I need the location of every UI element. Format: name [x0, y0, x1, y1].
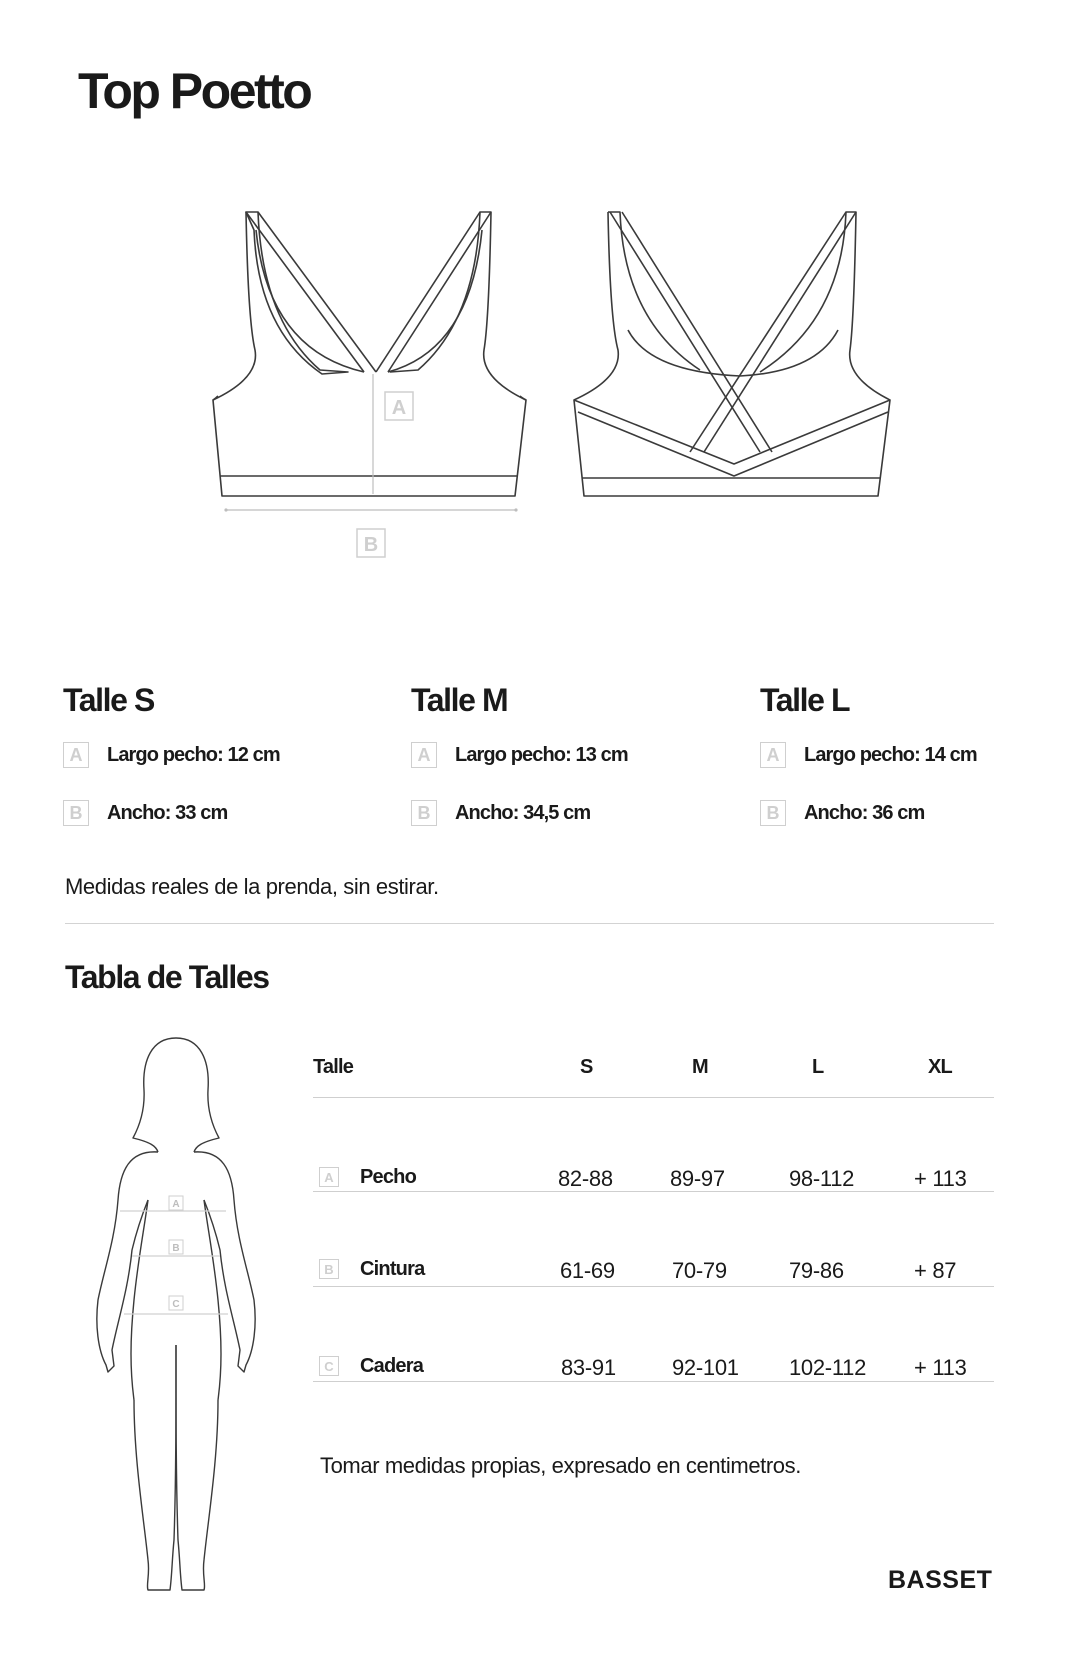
front-view — [213, 212, 526, 496]
size-s-width-row — [63, 800, 227, 826]
diagram-marker-b — [357, 529, 385, 557]
col-header-talle: Talle — [313, 1056, 354, 1078]
marker-b-badge: B — [411, 800, 437, 826]
size-s-width: Ancho: 33 cm — [107, 801, 228, 824]
size-l-block — [760, 682, 1081, 824]
table-header-line — [313, 1097, 994, 1098]
diagram-marker-a — [385, 392, 413, 420]
cell-cintura-m: 70-79 — [672, 1258, 727, 1283]
garment-measurement-note: Medidas reales de la prenda, sin estirar. — [65, 874, 439, 899]
svg-text:A: A — [391, 397, 407, 419]
cell-pecho-m: 89-97 — [670, 1166, 725, 1191]
size-m-width: Ancho: 34,5 cm — [455, 801, 591, 824]
section-divider — [65, 923, 994, 924]
figure-marker-a — [169, 1196, 183, 1210]
cell-cintura-l: 79-86 — [789, 1258, 844, 1283]
cell-pecho-l: 98-112 — [789, 1166, 855, 1191]
size-m-block — [411, 682, 741, 824]
svg-text:C: C — [172, 1299, 180, 1310]
figure-marker-c — [169, 1296, 183, 1310]
page-title: Top Poetto — [78, 63, 311, 119]
table-row-line — [313, 1286, 994, 1287]
marker-a-badge: A — [760, 742, 786, 768]
cell-cadera-m: 92-101 — [672, 1355, 739, 1380]
svg-text:A: A — [172, 1199, 180, 1210]
back-view — [574, 212, 890, 496]
size-l-width: Ancho: 36 cm — [804, 801, 925, 824]
size-l-width-row — [760, 800, 924, 826]
svg-text:B: B — [363, 534, 379, 556]
size-s-chest-row — [63, 742, 280, 768]
table-measurement-note: Tomar medidas propias, expresado en centimetros. — [320, 1453, 801, 1478]
row-label-pecho: Pecho — [360, 1166, 417, 1188]
brand-logo: BASSET — [888, 1566, 993, 1594]
row-label-cadera: Cadera — [360, 1355, 424, 1377]
col-header-xl: XL — [928, 1056, 952, 1078]
marker-a-badge: A — [411, 742, 437, 768]
cell-cadera-xl: + 113 — [914, 1355, 967, 1380]
table-row-line — [313, 1191, 994, 1192]
size-m-chest-length: Largo pecho: 13 cm — [455, 743, 628, 766]
marker-b-badge: B — [760, 800, 786, 826]
marker-c-badge: C — [319, 1356, 339, 1376]
size-m-heading: Talle M — [411, 682, 508, 718]
cell-pecho-s: 82-88 — [558, 1166, 613, 1191]
size-m-width-row — [411, 800, 590, 826]
cell-cintura-xl: + 87 — [914, 1258, 957, 1283]
col-header-s: S — [580, 1056, 593, 1078]
cell-cadera-l: 102-112 — [789, 1355, 867, 1380]
table-row-line — [313, 1381, 994, 1382]
svg-text:B: B — [172, 1243, 180, 1254]
size-s-chest-length: Largo pecho: 12 cm — [107, 743, 280, 766]
cell-pecho-xl: + 113 — [914, 1166, 967, 1191]
table-row-cadera — [319, 1356, 339, 1376]
marker-a-badge: A — [63, 742, 89, 768]
cell-cintura-s: 61-69 — [560, 1258, 615, 1283]
garment-diagram — [200, 200, 900, 570]
size-table-title: Tabla de Talles — [65, 959, 269, 995]
body-figure — [92, 1035, 262, 1595]
cell-cadera-s: 83-91 — [561, 1355, 616, 1380]
marker-b-badge: B — [319, 1259, 339, 1279]
col-header-l: L — [812, 1056, 824, 1078]
size-l-chest-length: Largo pecho: 14 cm — [804, 743, 977, 766]
figure-marker-b — [169, 1240, 183, 1254]
size-l-chest-row — [760, 742, 977, 768]
table-row-cintura — [319, 1259, 339, 1279]
size-s-heading: Talle S — [63, 682, 154, 718]
marker-b-badge: B — [63, 800, 89, 826]
col-header-m: M — [692, 1056, 708, 1078]
marker-a-badge: A — [319, 1167, 339, 1187]
size-m-chest-row — [411, 742, 628, 768]
size-s-block — [63, 682, 393, 824]
size-l-heading: Talle L — [760, 682, 850, 718]
row-label-cintura: Cintura — [360, 1258, 425, 1280]
table-row-pecho — [319, 1167, 339, 1187]
